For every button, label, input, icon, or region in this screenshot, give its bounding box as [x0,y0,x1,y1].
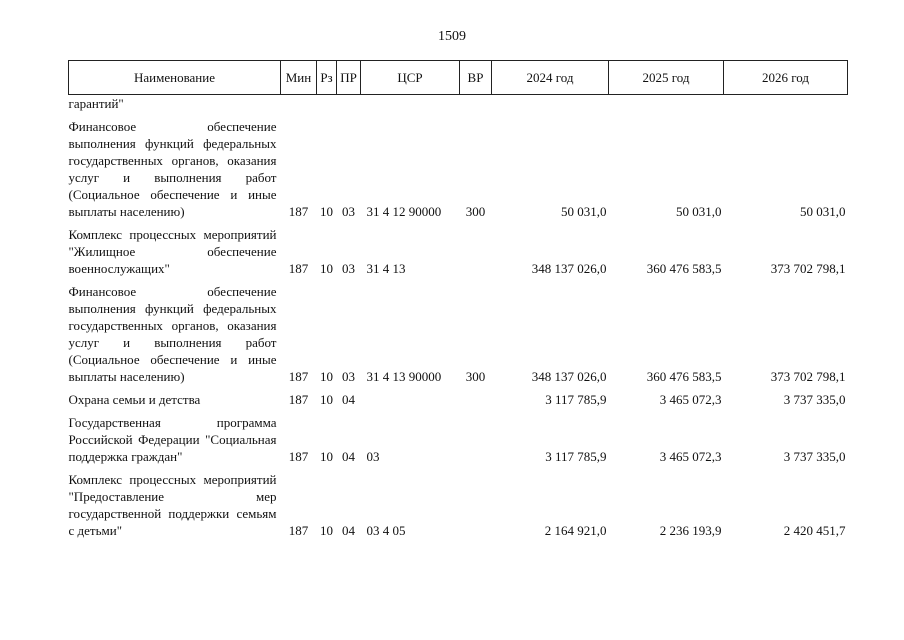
row-csr: 03 4 05 [366,523,406,538]
row-pr: 03 [342,369,355,384]
row-2026: 3 737 335,0 [783,449,846,464]
row-vr [460,385,492,408]
header-year-2025: 2025 год [609,61,724,95]
table-row [69,112,848,220]
row-pr [337,95,361,113]
row-csr: 31 4 13 [366,261,406,276]
row-name: Комплекс процессных мероприятий "Жилищное обеспечение военнослужащих" [68,227,277,276]
row-vr [460,465,492,539]
row-2024: 348 137 026,0 [531,369,607,384]
row-min [281,95,317,113]
row-name: Комплекс процессных мероприятий "Предоставление мер государственной поддержки семьям с детьми" [68,472,277,538]
row-name: Государственная программа Российской Федерации "Социальная поддержка граждан" [68,415,277,464]
table-row [69,277,848,385]
row-pr: 04 [342,523,355,538]
header-vr: ВР [460,61,492,95]
row-2024: 348 137 026,0 [531,261,607,276]
header-pr: ПР [337,61,361,95]
row-vr [460,220,492,277]
row-csr: 03 [366,449,380,464]
row-2026: 3 737 335,0 [783,392,846,407]
row-csr: 31 4 13 90000 [366,369,442,384]
row-2024: 3 117 785,9 [545,392,607,407]
header-csr: ЦСР [361,61,460,95]
header-year-2026: 2026 год [724,61,848,95]
row-min: 187 [288,449,309,464]
row-vr: 300 [465,204,486,219]
row-name: Финансовое обеспечение выполнения функций федеральных государственных органов, оказания услуг и выполнения работ (Социальное обеспечение и иные выплаты населению) [68,284,277,384]
row-pr: 04 [342,449,355,464]
row-2024 [492,95,609,113]
row-vr [460,95,492,113]
row-csr: 31 4 12 90000 [366,204,442,219]
row-2025 [609,95,724,113]
row-2025: 3 465 072,3 [659,449,722,464]
row-rz: 10 [320,523,333,538]
row-csr [361,385,460,408]
header-min: Мин [281,61,317,95]
row-min: 187 [288,392,309,407]
table-row [69,220,848,277]
table-row [69,408,848,465]
row-min: 187 [288,523,309,538]
row-2025: 3 465 072,3 [659,392,722,407]
row-rz: 10 [320,369,333,384]
row-name: Финансовое обеспечение выполнения функций федеральных государственных органов, оказания услуг и выполнения работ (Социальное обеспечение и иные выплаты населению) [68,119,277,219]
row-2024: 2 164 921,0 [544,523,607,538]
row-2024: 50 031,0 [561,204,607,219]
table-header-row [69,61,848,95]
table-row [69,95,848,113]
row-csr [361,95,460,113]
row-2025: 360 476 583,5 [646,369,722,384]
row-2025: 360 476 583,5 [646,261,722,276]
table-row [69,465,848,539]
row-2026: 50 031,0 [800,204,846,219]
row-pr: 03 [342,204,355,219]
row-min: 187 [288,369,309,384]
row-rz: 10 [320,204,333,219]
row-2025: 2 236 193,9 [659,523,722,538]
row-min: 187 [288,204,309,219]
row-2024: 3 117 785,9 [545,449,607,464]
table-row [69,385,848,408]
row-2026: 373 702 798,1 [770,369,846,384]
row-pr: 03 [342,261,355,276]
row-min: 187 [288,261,309,276]
row-2026: 2 420 451,7 [783,523,846,538]
row-2026 [724,95,848,113]
budget-table [68,60,848,539]
row-rz: 10 [320,392,333,407]
row-name: Охрана семьи и детства [68,392,201,407]
header-name: Наименование [69,61,281,95]
row-2026: 373 702 798,1 [770,261,846,276]
row-name: гарантий" [68,96,124,111]
row-2025: 50 031,0 [676,204,722,219]
row-vr [460,408,492,465]
row-rz: 10 [320,449,333,464]
row-pr: 04 [342,392,355,407]
page-number: 1509 [438,29,466,44]
header-year-2024: 2024 год [492,61,609,95]
row-vr: 300 [465,369,486,384]
row-rz: 10 [320,261,333,276]
row-rz [317,95,337,113]
header-rz: Рз [317,61,337,95]
